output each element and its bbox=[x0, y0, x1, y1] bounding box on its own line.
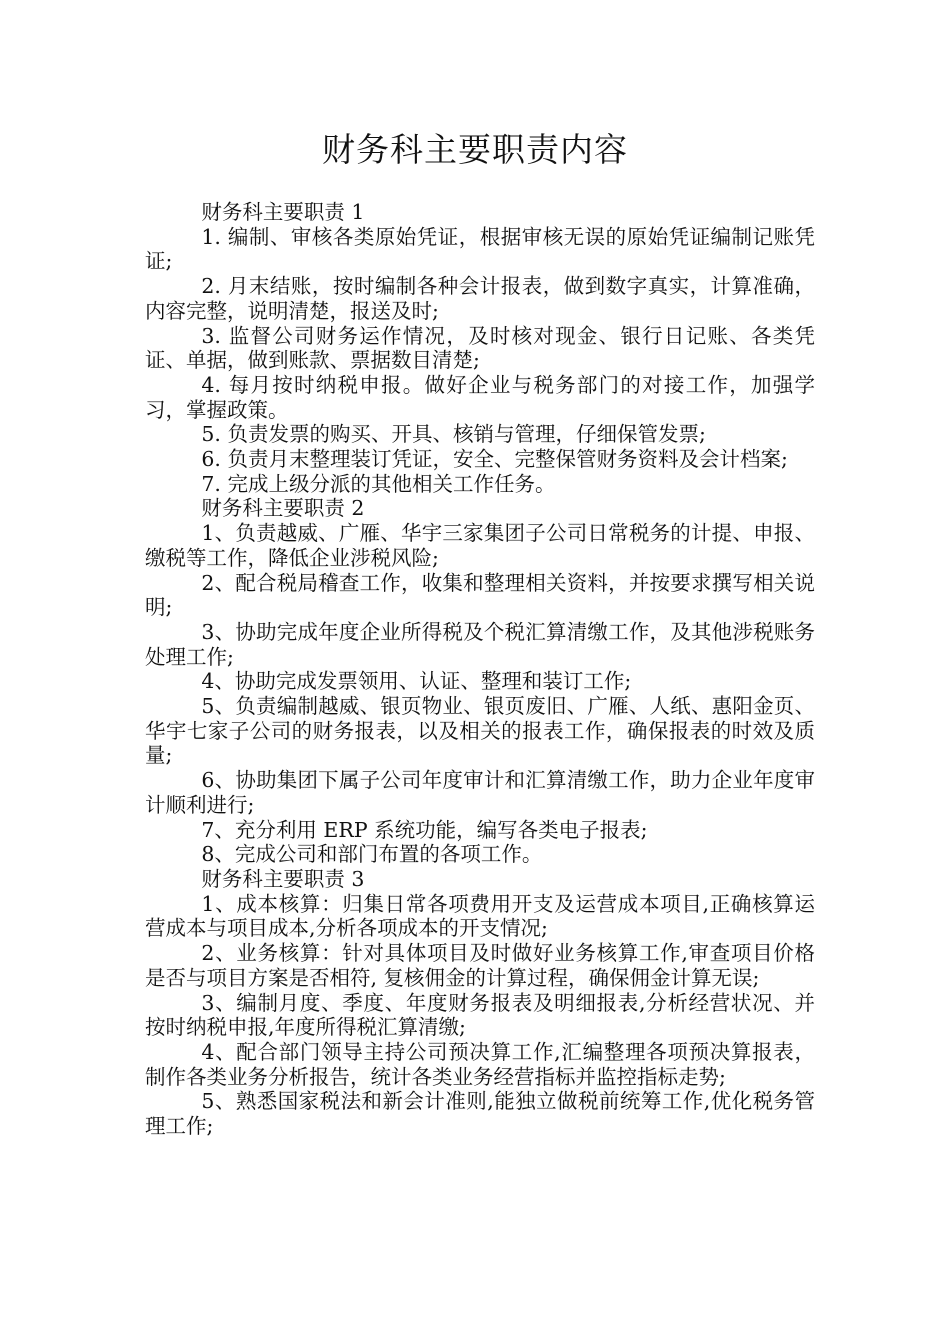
duty-item: 4、配合部门领导主持公司预决算工作,汇编整理各项预决算报表，制作各类业务分析报告，统计各类业务经营指标并监控指标走势; bbox=[145, 1039, 815, 1089]
duty-item: 6、协助集团下属子公司年度审计和汇算清缴工作，助力企业年度审计顺利进行; bbox=[145, 768, 815, 817]
duty-item: 1、成本核算：归集日常各项费用开支及运营成本项目,正确核算运营成本与项目成本,分析各项成本的开支情况; bbox=[145, 891, 815, 941]
duty-item: 3、协助完成年度企业所得税及个税汇算清缴工作，及其他涉税账务处理工作; bbox=[145, 619, 815, 669]
section-heading: 财务科主要职责 3 bbox=[201, 866, 365, 891]
duty-item: 2、配合税局稽查工作，收集和整理相关资料，并按要求撰写相关说明; bbox=[145, 570, 815, 620]
duty-item: 1、负责越威、广雁、华宇三家集团子公司日常税务的计提、申报、缴税等工作，降低企业涉税风险; bbox=[145, 521, 815, 570]
duty-item: 4、协助完成发票领用、认证、整理和装订工作; bbox=[201, 669, 632, 694]
duty-item: 3. 监督公司财务运作情况，及时核对现金、银行日记账、各类凭证、单据，做到账款、票据数目清楚; bbox=[145, 323, 815, 373]
duty-item: 5. 负责发票的购买、开具、核销与管理，仔细保管发票; bbox=[201, 422, 706, 447]
section-heading: 财务科主要职责 1 bbox=[201, 200, 365, 224]
document-body bbox=[145, 200, 815, 1139]
duty-item: 2. 月末结账，按时编制各种会计报表，做到数字真实，计算准确，内容完整，说明清楚，报送及时; bbox=[145, 274, 815, 323]
duty-item: 6. 负责月末整理装订凭证，安全、完整保管财务资料及会计档案; bbox=[201, 447, 788, 472]
section-heading: 财务科主要职责 2 bbox=[201, 496, 365, 521]
duty-item: 4. 每月按时纳税申报。做好企业与税务部门的对接工作，加强学习，掌握政策。 bbox=[145, 372, 815, 422]
duty-item: 3、编制月度、季度、年度财务报表及明细报表,分析经营状况、并按时纳税申报,年度所得税汇算清缴; bbox=[145, 990, 815, 1040]
duty-item: 7、充分利用 ERP 系统功能，编写各类电子报表; bbox=[201, 817, 648, 842]
duty-item: 8、完成公司和部门布置的各项工作。 bbox=[201, 842, 543, 867]
duty-item: 5、熟悉国家税法和新会计准则,能独立做税前统筹工作,优化税务管理工作; bbox=[145, 1089, 815, 1139]
document-title: 财务科主要职责内容 bbox=[322, 130, 628, 169]
duty-item: 2、业务核算：针对具体项目及时做好业务核算工作,审查项目价格是否与项目方案是否相符, 复核佣金的计算过程，确保佣金计算无误; bbox=[145, 941, 815, 990]
duty-item: 1. 编制、审核各类原始凭证，根据审核无误的原始凭证编制记账凭证; bbox=[145, 224, 815, 274]
duty-item: 5、负责编制越威、银页物业、银页废旧、广雁、人纸、惠阳金页、华宇七家子公司的财务报表，以及相关的报表工作，确保报表的时效及质量; bbox=[145, 694, 815, 768]
duty-item: 7. 完成上级分派的其他相关工作任务。 bbox=[201, 471, 556, 496]
